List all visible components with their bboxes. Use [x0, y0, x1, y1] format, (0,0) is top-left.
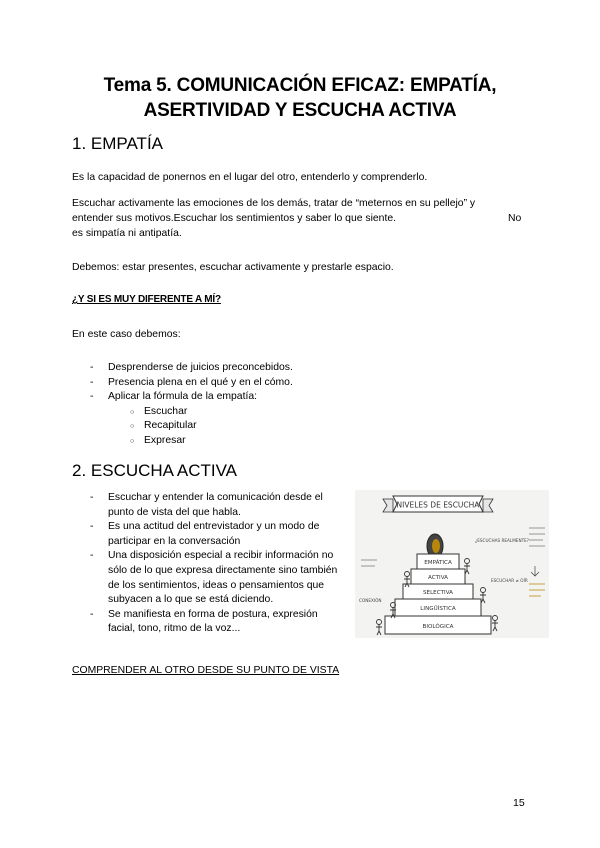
list-item: - Una disposición especial a recibir información no sólo de lo que expresa directamente sino también de los sentimientos, ideas o pensamientos que subyacen a lo que se está diciendo. — [72, 549, 344, 607]
paragraph-definition: Es la capacidad de ponernos en el lugar del otro, entenderlo y comprenderlo. — [72, 172, 428, 183]
banner-label: NIVELES DE ESCUCHA — [396, 500, 480, 510]
paragraph-en-este-caso: En este caso debemos: — [72, 329, 181, 340]
list-item: - Se manifiesta en forma de postura, expresión facial, tono, ritmo de la voz... — [72, 608, 344, 637]
paragraph-line: Escuchar activamente las emociones de los demás, tratar de “meternos en su pellejo” y — [72, 198, 476, 209]
side-note: ¿ESCUCHAS REALMENTE? — [475, 538, 530, 543]
formula-item: ○ Escuchar — [108, 405, 293, 420]
section-heading-empatia: 1. EMPATÍA — [72, 134, 164, 153]
paragraph-line — [72, 211, 528, 226]
list-item: - Presencia plena en el qué y en el cómo. — [72, 376, 293, 391]
list-item: - Escuchar y entender la comunicación desde el punto de vista del que habla. — [72, 491, 344, 520]
list-item-text: Aplicar la fórmula de la empatía: — [108, 391, 258, 402]
page-title — [60, 73, 540, 123]
empathy-bullet-list — [72, 361, 293, 448]
subheading-diferente: ¿Y SI ES MUY DIFERENTE A MÍ? — [72, 294, 221, 305]
escucha-bullet-list — [72, 491, 344, 637]
paragraph-text: entender sus motivos.Escuchar los sentimientos y saber lo que siente. — [72, 213, 397, 224]
formula-list — [108, 405, 293, 449]
step-label: EMPÁTICA — [424, 560, 452, 566]
step-label: SELECTIVA — [422, 590, 454, 596]
title-line-1: Tema 5. COMUNICACIÓN EFICAZ: EMPATÍA, — [103, 75, 497, 96]
formula-item: ○ Expresar — [108, 434, 293, 449]
page-number: 15 — [513, 797, 525, 809]
list-item — [72, 390, 293, 448]
paragraph-debemos: Debemos: estar presentes, escuchar activamente y prestarle espacio. — [72, 262, 394, 273]
section-heading-escucha: 2. ESCUCHA ACTIVA — [72, 461, 238, 480]
paragraph-line: es simpatía ni antipatía. — [72, 228, 182, 239]
side-note: ESCUCHAR ≠ OÍR — [491, 578, 528, 583]
step-label: LINGÜÍSTICA — [420, 606, 456, 612]
comprender-link[interactable]: COMPRENDER AL OTRO DESDE SU PUNTO DE VISTA — [72, 665, 340, 676]
paragraph-tail: No — [508, 213, 522, 224]
niveles-escucha-illustration — [355, 490, 549, 638]
paragraph-escuchar — [72, 196, 528, 241]
list-item: - Es una actitud del entrevistador y un modo de participar en la conversación — [72, 520, 344, 549]
step-label: BIOLÓGICA — [422, 624, 454, 630]
formula-item: ○ Recapitular — [108, 419, 293, 434]
list-item: - Desprenderse de juicios preconcebidos. — [72, 361, 293, 376]
side-note: CONEXIÓN — [359, 598, 382, 603]
step-label: ACTIVA — [428, 575, 448, 581]
title-line-2: ASERTIVIDAD Y ESCUCHA ACTIVA — [143, 100, 457, 121]
